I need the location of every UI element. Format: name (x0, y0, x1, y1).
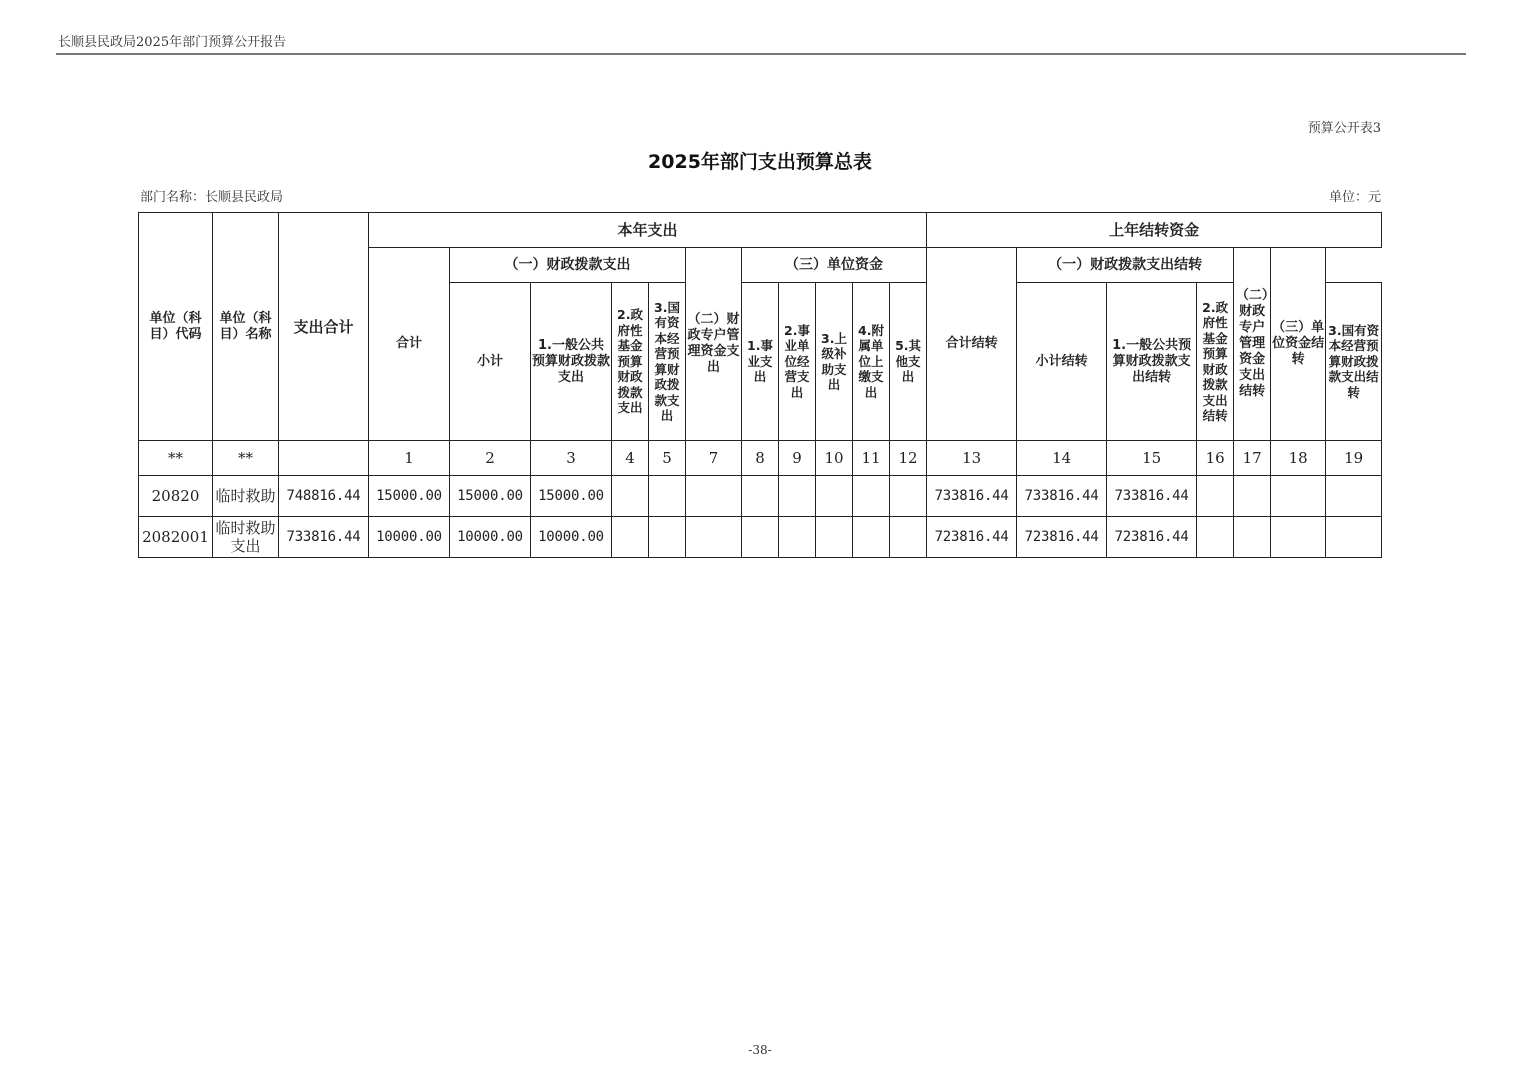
row-name: 临时救助 (213, 476, 279, 517)
index-cell: 3 (531, 441, 612, 476)
row-cy-unit-operation (779, 476, 816, 517)
row-py-government-fund (1197, 517, 1234, 558)
row-py-unit-funds (1326, 476, 1382, 517)
row-cy-unit-subsidy (816, 476, 853, 517)
row-py-unit-funds (1326, 517, 1382, 558)
header-unit-code: 单位（科目）代码 (139, 213, 213, 441)
header-py-special-account: （二）财政专户管理资金支出结转 (1234, 248, 1271, 441)
row-py-general-budget: 733816.44 (1107, 476, 1197, 517)
row-py-subtotal: 723816.44 (1017, 517, 1107, 558)
header-prior-year-carryover: 上年结转资金 (927, 213, 1382, 248)
row-cy-general-budget: 15000.00 (531, 476, 612, 517)
row-cy-unit-affiliate (853, 476, 890, 517)
index-cell: 1 (369, 441, 450, 476)
page-title: 2025年部门支出预算总表 (648, 151, 872, 173)
page-number: -38- (748, 1043, 772, 1057)
department-name: 部门名称：长顺县民政局 (140, 190, 284, 205)
row-py-special-account (1271, 517, 1326, 558)
header-total-expenditure: 支出合计 (279, 213, 369, 441)
row-cy-unit-other (890, 517, 927, 558)
index-cell: 16 (1197, 441, 1234, 476)
index-cell (279, 441, 369, 476)
header-cy-unit-operation: 2.事业单位经营支出 (779, 283, 816, 441)
header-py-total: 合计结转 (927, 248, 1017, 441)
index-cell: ** (139, 441, 213, 476)
row-cy-general-budget: 10000.00 (531, 517, 612, 558)
header-py-fiscal-appropriation: （一）财政拨款支出结转 (1017, 248, 1234, 283)
index-cell: 5 (649, 441, 686, 476)
row-py-state-capital (1234, 476, 1271, 517)
header-cy-unit-business: 1.事业支出 (742, 283, 779, 441)
row-cy-state-capital (649, 517, 686, 558)
row-cy-unit-business (742, 476, 779, 517)
row-cy-special-account (686, 476, 742, 517)
index-cell: 9 (779, 441, 816, 476)
index-cell: ** (213, 441, 279, 476)
index-cell: 19 (1326, 441, 1382, 476)
currency-unit: 单位：元 (1328, 190, 1381, 205)
index-cell: 2 (450, 441, 531, 476)
table-row (139, 476, 1382, 517)
row-cy-government-fund (612, 517, 649, 558)
row-py-subtotal: 733816.44 (1017, 476, 1107, 517)
index-cell: 12 (890, 441, 927, 476)
index-cell: 7 (686, 441, 742, 476)
header-py-unit-funds: （三）单位资金结转 (1271, 248, 1326, 441)
index-cell: 10 (816, 441, 853, 476)
row-cy-unit-other (890, 476, 927, 517)
row-cy-special-account (686, 517, 742, 558)
index-cell: 8 (742, 441, 779, 476)
expenditure-budget-table (138, 212, 1382, 558)
row-code: 20820 (139, 476, 213, 517)
header-cy-unit-funds: （三）单位资金 (742, 248, 927, 283)
header-py-subtotal: 小计结转 (1017, 283, 1107, 441)
index-row (139, 441, 1382, 476)
header-rule (56, 53, 1466, 55)
row-cy-unit-affiliate (853, 517, 890, 558)
header-cy-unit-affiliate: 4.附属单位上缴支出 (853, 283, 890, 441)
index-cell: 15 (1107, 441, 1197, 476)
row-py-total: 723816.44 (927, 517, 1017, 558)
header-py-general-budget: 1.一般公共预算财政拨款支出结转 (1107, 283, 1197, 441)
row-cy-total: 15000.00 (369, 476, 450, 517)
row-cy-unit-subsidy (816, 517, 853, 558)
index-cell: 14 (1017, 441, 1107, 476)
header-cy-subtotal: 小计 (450, 283, 531, 441)
header-current-year-expenditure: 本年支出 (369, 213, 927, 248)
row-cy-government-fund (612, 476, 649, 517)
header-cy-state-capital: 3.国有资本经营预算财政拨款支出 (649, 283, 686, 441)
row-py-general-budget: 723816.44 (1107, 517, 1197, 558)
table-row (139, 517, 1382, 558)
row-code: 2082001 (139, 517, 213, 558)
row-cy-total: 10000.00 (369, 517, 450, 558)
header-cy-general-budget: 1.一般公共预算财政拨款支出 (531, 283, 612, 441)
row-name: 临时救助支出 (213, 517, 279, 558)
row-cy-unit-operation (779, 517, 816, 558)
index-cell: 11 (853, 441, 890, 476)
index-cell: 18 (1271, 441, 1326, 476)
index-cell: 13 (927, 441, 1017, 476)
row-py-government-fund (1197, 476, 1234, 517)
row-py-total: 733816.44 (927, 476, 1017, 517)
row-cy-subtotal: 15000.00 (450, 476, 531, 517)
row-total: 748816.44 (279, 476, 369, 517)
header-py-state-capital: 3.国有资本经营预算财政拨款支出结转 (1326, 283, 1382, 441)
table-number: 预算公开表3 (1307, 121, 1381, 136)
running-header: 长顺县民政局2025年部门预算公开报告 (58, 35, 287, 50)
index-cell: 4 (612, 441, 649, 476)
row-py-special-account (1271, 476, 1326, 517)
header-unit-name: 单位（科目）名称 (213, 213, 279, 441)
header-cy-total: 合计 (369, 248, 450, 441)
header-cy-government-fund: 2.政府性基金预算财政拨款支出 (612, 283, 649, 441)
row-total: 733816.44 (279, 517, 369, 558)
index-cell: 17 (1234, 441, 1271, 476)
header-py-government-fund: 2.政府性基金预算财政拨款支出结转 (1197, 283, 1234, 441)
row-cy-subtotal: 10000.00 (450, 517, 531, 558)
header-cy-special-account: （二）财政专户管理资金支出 (686, 248, 742, 441)
header-cy-unit-subsidy: 3.上级补助支出 (816, 283, 853, 441)
row-cy-unit-business (742, 517, 779, 558)
row-py-state-capital (1234, 517, 1271, 558)
row-cy-state-capital (649, 476, 686, 517)
header-cy-unit-other: 5.其他支出 (890, 283, 927, 441)
header-cy-fiscal-appropriation: （一）财政拨款支出 (450, 248, 686, 283)
